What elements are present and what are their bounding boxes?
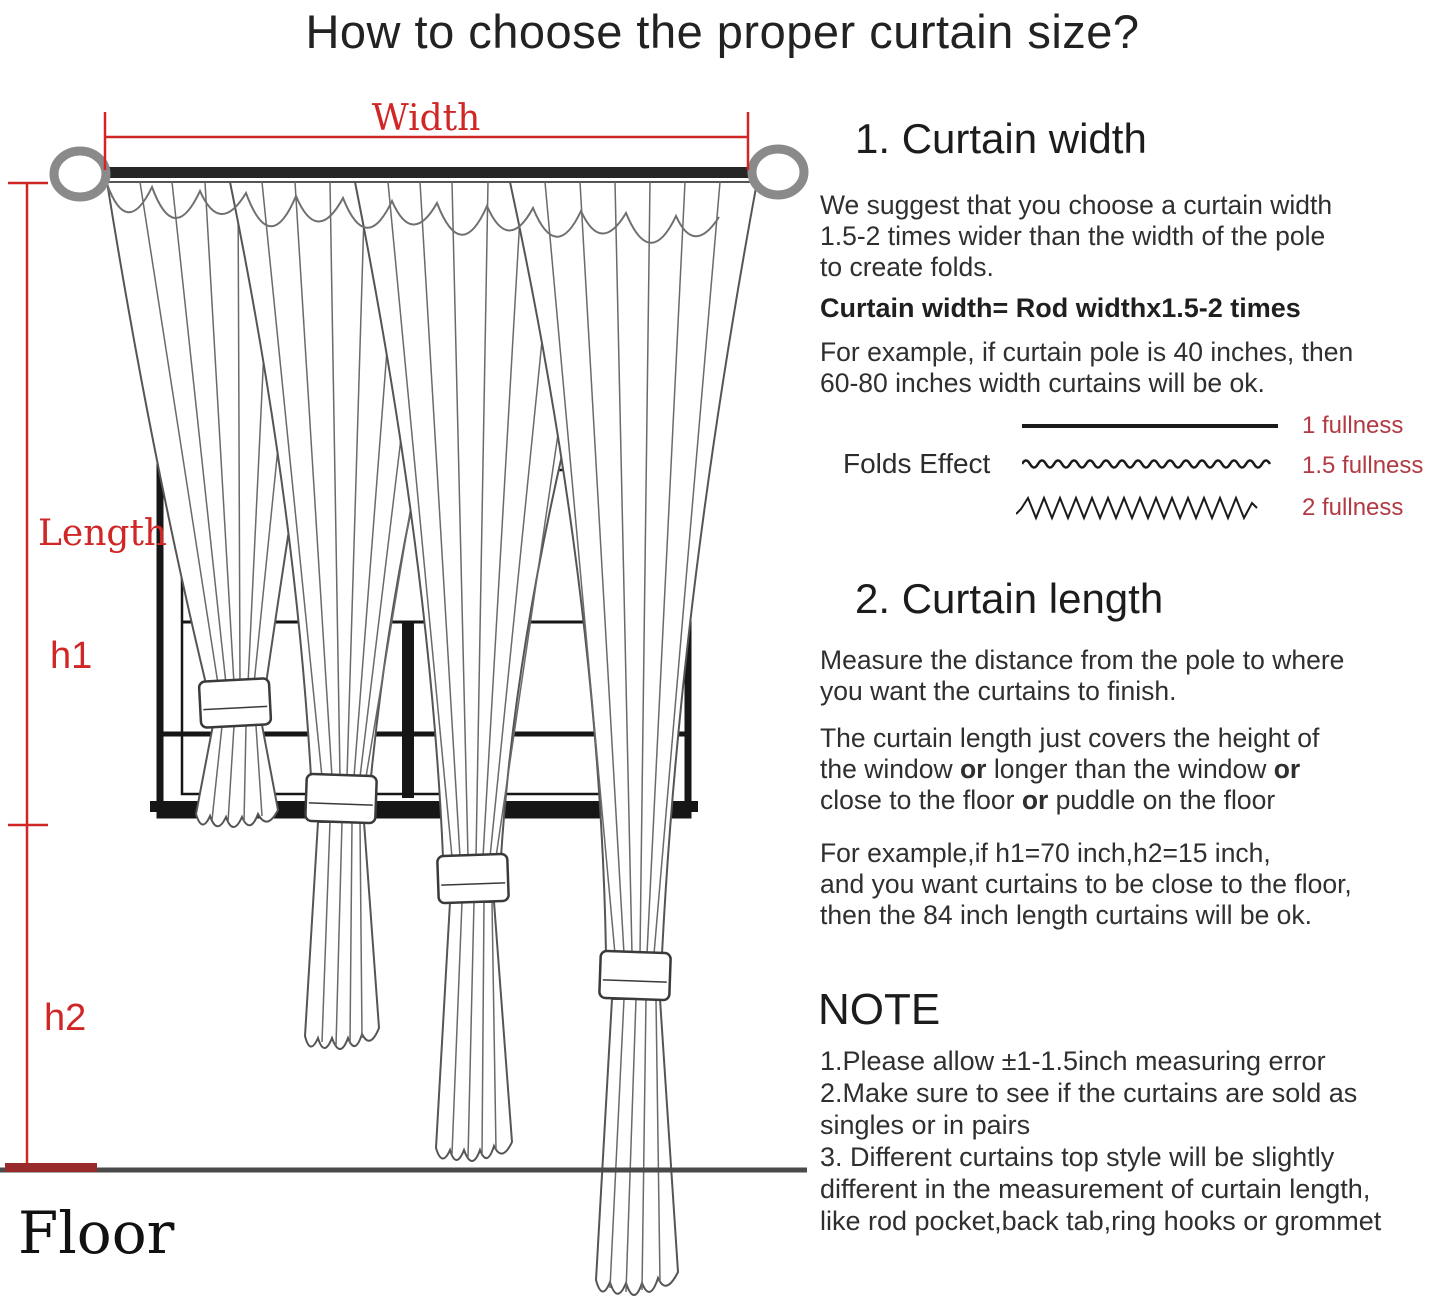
note-line: singles or in pairs [820,1110,1031,1140]
text-line: the window or longer than the window or [820,754,1301,784]
note-line: like rod pocket,back tab,ring hooks or grommet [820,1206,1382,1236]
tieback-2 [305,774,377,823]
fullness-label-1-5: 1.5 fullness [1302,452,1424,479]
width-formula: Curtain width= Rod widthx1.5-2 times [820,293,1301,323]
section-length-cover [820,723,1319,816]
floor-tick [5,1163,97,1172]
fullness-line-zigzag [1016,492,1286,522]
text-line: 60-80 inches width curtains will be ok. [820,368,1265,398]
fullness-line-wavy [1022,455,1278,473]
section-width-heading: 1. Curtain width [855,115,1147,162]
section-width-example [820,337,1353,399]
tieback-4 [599,951,671,1000]
floor-label: Floor [18,1199,175,1267]
text-line: to create folds. [820,252,994,282]
text-line: For example, if curtain pole is 40 inches, then [820,337,1354,367]
fullness-label-2: 2 fullness [1302,494,1404,521]
rod-ring-left [54,151,106,197]
text-line: For example,if h1=70 inch,h2=15 inch, [820,838,1271,868]
text-line: you want the curtains to finish. [820,676,1177,706]
page-title: How to choose the proper curtain size? [305,5,1140,58]
note-list [820,1046,1381,1238]
h2-label: h2 [44,997,87,1039]
note-line: 2.Make sure to see if the curtains are sold as [820,1078,1358,1108]
fullness-line-straight [1022,420,1278,432]
h1-label: h1 [50,635,93,677]
note-line: 1.Please allow ±1-1.5inch measuring error [820,1046,1326,1076]
rod-ring-right [752,149,804,195]
text-line: 1.5-2 times wider than the width of the pole [820,221,1326,251]
length-dimension [8,183,48,1170]
text-line: We suggest that you choose a curtain width [820,190,1333,220]
curtain-rod [100,167,760,178]
text-line: The curtain length just covers the height of [820,723,1320,753]
note-heading: NOTE [818,985,941,1034]
text-line: Measure the distance from the pole to where [820,645,1345,675]
section-width-intro [820,190,1332,283]
text-line: close to the floor or puddle on the floor [820,785,1276,815]
folds-effect-label: Folds Effect [843,448,991,479]
width-label: Width [371,98,481,139]
tieback-3 [437,854,509,903]
tieback-1 [199,678,271,728]
note-line: 3. Different curtains top style will be slightly [820,1142,1335,1172]
fullness-label-1: 1 fullness [1302,412,1404,439]
curtain-panel-4 [510,182,757,1295]
section-length-example [820,838,1352,931]
text-line: and you want curtains to be close to the floor, [820,869,1352,899]
section-length-heading: 2. Curtain length [855,575,1164,622]
folds-effect-legend [820,400,1445,540]
text-line: then the 84 inch length curtains will be ok. [820,900,1313,930]
section-length-measure [820,645,1344,707]
length-label: Length [38,513,168,554]
note-line: different in the measurement of curtain length, [820,1174,1371,1204]
